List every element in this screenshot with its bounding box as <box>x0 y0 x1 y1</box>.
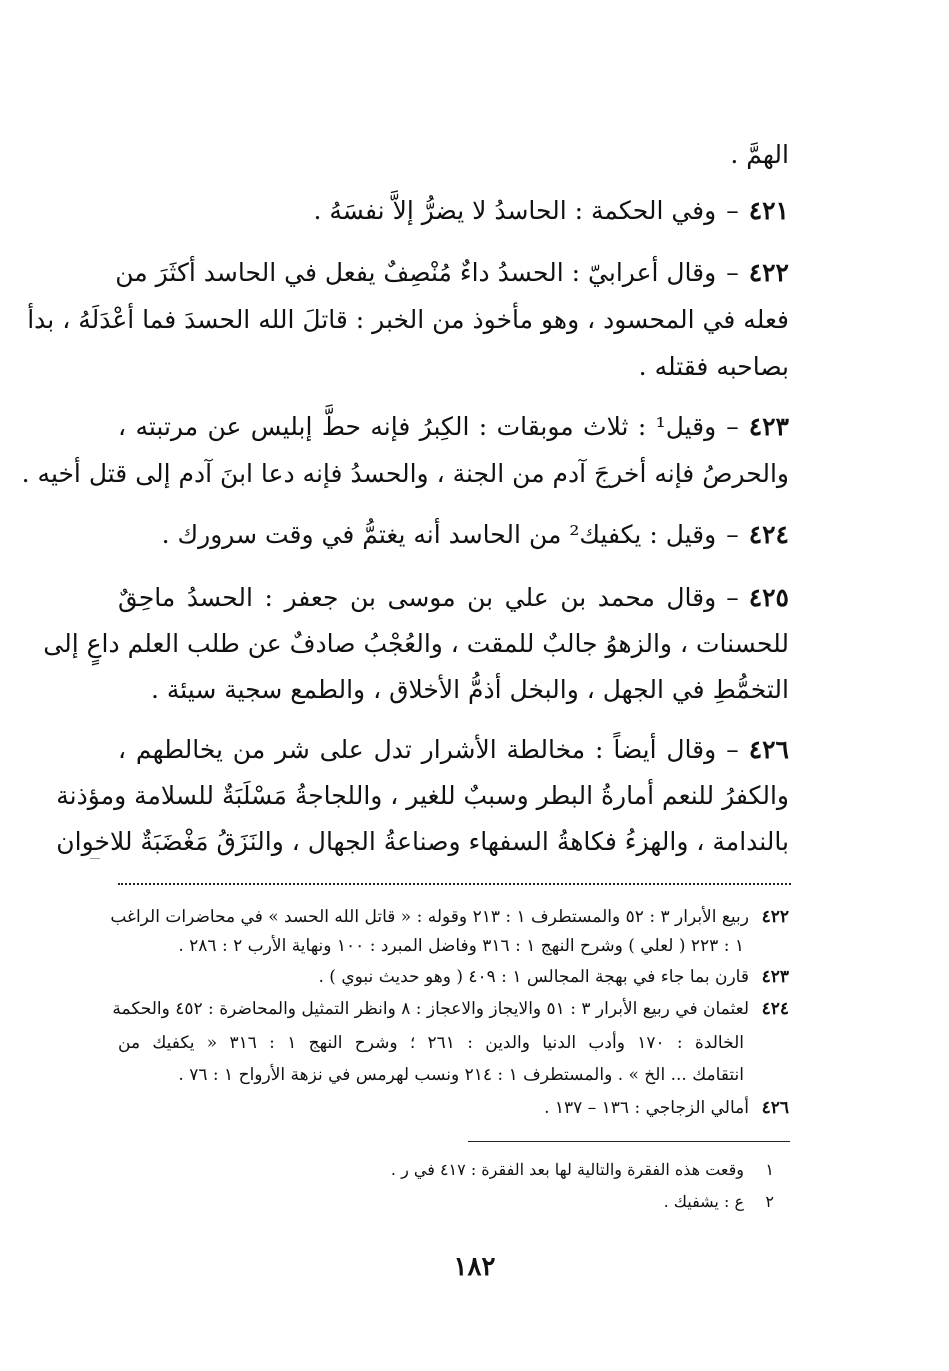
paragraph-text: وقيل : يكفيك² من الحاسد أنه يغتمُّ في وقت سرورك . <box>161 520 717 549</box>
paragraph-text: وقال أيضاً : مخالطة الأشرار تدل على شر من يخالطهم ، <box>118 735 717 764</box>
note-number: ١ <box>765 1160 774 1179</box>
note-1 <box>391 1160 774 1180</box>
margin-mark <box>90 858 100 859</box>
footnote-text: ربيع الأبرار ٣ : ٥٢ والمستطرف ١ : ٢١٣ وقوله : « قاتل الله الحسد » في محاضرات الراغب <box>110 907 749 927</box>
paragraph-number: ٤٢٥ <box>748 583 789 612</box>
footnote-number: ٤٢٢ <box>761 907 789 927</box>
footnote-text: أمالي الزجاجي : ١٣٦ – ١٣٧ . <box>544 1098 749 1118</box>
paragraph-422 <box>115 258 789 288</box>
paragraph-424 <box>118 520 789 550</box>
footnote-424 <box>112 998 789 1020</box>
dash: – <box>726 412 739 441</box>
paragraph-421 <box>118 196 789 226</box>
paragraph-text: وقال أعرابيّ : الحسدُ داءٌ مُنْصِفٌ يفعل في الحاسد أكثَرَ من <box>115 258 717 287</box>
paragraph-number: ٤٢٤ <box>748 520 789 549</box>
paragraph-426 <box>118 735 789 765</box>
footnote-text: قارن بما جاء في بهجة المجالس ١ : ٤٠٩ ( وهو حديث نبوي ) . <box>318 967 749 987</box>
paragraph-text: وفي الحكمة : الحاسدُ لا يضرُّ إلاَّ نفسَهُ . <box>313 196 717 225</box>
paragraph-425-line-2: للحسنات ، والزهوُ جالبٌ للمقت ، والعُجْبُ صادفٌ عن طلب العلم داعٍ إلى <box>43 629 789 658</box>
paragraph-426-line-2: والكفرُ للنعم أمارةُ البطر وسببٌ للغير ، واللجاجةُ مَسْلَبَةٌ للسلامة ومؤذنة <box>56 781 789 810</box>
note-text: وقعت هذه الفقرة والتالية لها بعد الفقرة : ٤١٧ في ر . <box>390 1160 744 1179</box>
paragraph-423-line-2: والحرصُ فإنه أخرجَ آدم من الجنة ، والحسدُ فإنه دعا ابنَ آدم إلى قتل أخيه . <box>21 459 789 488</box>
footnote-number: ٤٢٦ <box>761 1098 789 1118</box>
dash: – <box>726 735 739 764</box>
footnote-number: ٤٢٤ <box>761 999 789 1019</box>
footnote-422 <box>110 906 789 928</box>
dash: – <box>726 583 739 612</box>
footnote-423 <box>118 966 789 988</box>
dash: – <box>726 196 739 225</box>
paragraph-number: ٤٢٦ <box>748 735 789 764</box>
paragraph-423 <box>118 412 789 442</box>
footnote-424-line-2: الخالدة : ١٧٠ وأدب الدنيا والدين : ٢٦١ ؛ وشرح النهج ١ : ٣١٦ « يكفيك من <box>118 1033 744 1053</box>
paragraph-number: ٤٢٢ <box>748 258 789 287</box>
footnote-text: لعثمان في ربيع الأبرار ٣ : ٥١ والايجاز والاعجاز : ٨ وانظر التمثيل والمحاضرة : ٤٥٢ والحكمة <box>112 999 749 1019</box>
note-number: ٢ <box>765 1192 774 1211</box>
paragraph-426-line-3: بالندامة ، والهزءُ فكاهةُ السفهاء وصناعةُ الجهال ، والنَزَقُ مَغْضَبَةٌ للاخوان <box>56 827 789 856</box>
carry-over-text: الهمَّ . <box>730 140 789 169</box>
notes-separator <box>468 1141 790 1142</box>
footnote-422-line-2: ١ : ٢٢٣ ( لعلي ) وشرح النهج ١ : ٣١٦ وفاضل المبرد : ١٠٠ ونهاية الأرب ٢ : ٢٨٦ . <box>178 936 744 956</box>
note-text: ع : يشفيك . <box>663 1192 744 1211</box>
paragraph-number: ٤٢١ <box>748 196 789 225</box>
paragraph-text: وقال محمد بن علي بن موسى بن جعفر : الحسدُ ماحِقٌ <box>118 583 717 612</box>
paragraph-text: وقيل¹ : ثلاث موبقات : الكِبرُ فإنه حطَّ إبليس عن مرتبته ، <box>118 412 717 441</box>
note-2 <box>664 1192 774 1212</box>
paragraph-number: ٤٢٣ <box>748 412 789 441</box>
paragraph-425 <box>118 583 789 613</box>
dotted-separator <box>118 883 791 885</box>
dash: – <box>726 520 739 549</box>
paragraph-425-line-3: التخمُّطِ في الجهل ، والبخل أذمُّ الأخلاق ، والطمع سجية سيئة . <box>150 675 789 704</box>
paragraph-422-line-3: بصاحبه فقتله . <box>638 352 789 381</box>
footnote-426 <box>118 1097 789 1119</box>
page-number: ١٨٢ <box>453 1252 496 1282</box>
dash: – <box>726 258 739 287</box>
paragraph-422-line-2: فعله في المحسود ، وهو مأخوذ من الخبر : قاتلَ الله الحسدَ فما أعْدَلَهُ ، بدأ <box>27 305 789 334</box>
footnote-424-line-3: انتقامك ... الخ » . والمستطرف ١ : ٢١٤ ونسب لهرمس في نزهة الأرواح ١ : ٧٦ . <box>178 1065 744 1085</box>
footnote-number: ٤٢٣ <box>761 967 789 987</box>
